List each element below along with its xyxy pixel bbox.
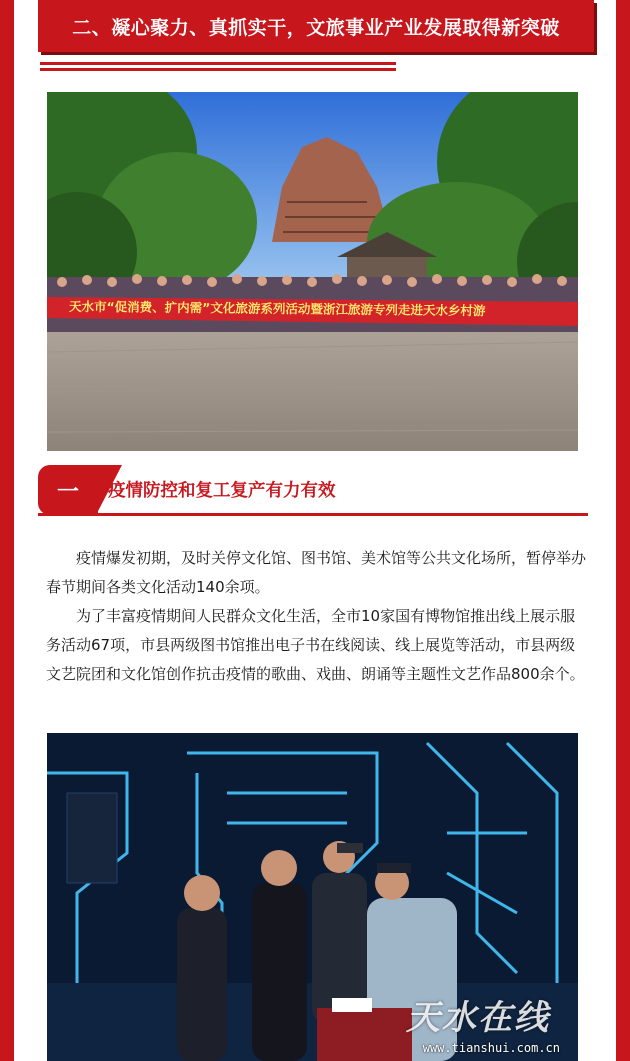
header-stripe-1 xyxy=(40,62,396,65)
section-header xyxy=(38,465,588,519)
section-title: 疫情防控和复工复产有力有效 xyxy=(108,481,336,501)
watermark-logo: 天水在线 xyxy=(406,998,550,1038)
section-underline xyxy=(38,513,588,516)
exhibition-room-photo xyxy=(47,733,578,1061)
header-banner xyxy=(38,0,594,52)
left-red-border xyxy=(0,0,14,1061)
watermark-url: www.tianshui.com.cn xyxy=(422,1041,560,1055)
group-photo-maijishan xyxy=(47,92,578,451)
paragraph-1: 疫情爆发初期，及时关停文化馆、图书馆、美术馆等公共文化场所，暂停举办春节期间各类文化活动140余项。 xyxy=(46,549,587,596)
right-red-border xyxy=(616,0,630,1061)
section-badge-label: 一 xyxy=(56,479,79,505)
header-stripe-2 xyxy=(40,68,396,71)
body-text xyxy=(46,544,586,689)
header-title: 二、凝心聚力、真抓实干，文旅事业产业发展取得新突破 xyxy=(72,16,560,39)
photo-banner-text: 天水市“促消费、扩内需”文化旅游系列活动暨浙江旅游专列走进天水乡村游 xyxy=(68,298,486,319)
section-badge xyxy=(38,465,98,515)
paragraph-2: 为了丰富疫情期间人民群众文化生活，全市10家国有博物馆推出线上展示服务活动67项，市县两级图书馆推出电子书在线阅读、线上展览等活动，市县两级文艺院团和文化馆创作抗击疫情的歌曲、戏曲、朗诵等主题性文艺作品800余个。 xyxy=(46,607,585,683)
